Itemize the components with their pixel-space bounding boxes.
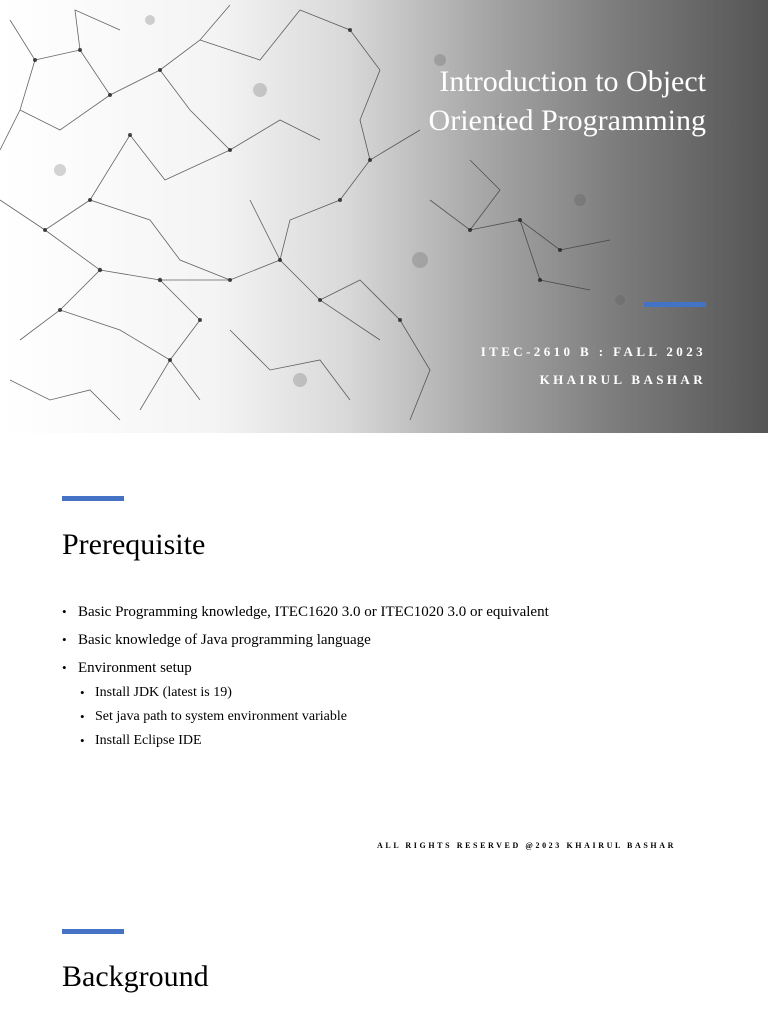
bullet-item: • Basic Programming knowledge, ITEC1620 3.0 or ITEC1020 3.0 or equivalent bbox=[62, 604, 722, 621]
sub-bullet-item: • Install JDK (latest is 19) bbox=[80, 685, 724, 701]
sub-bullet-item: • Install Eclipse IDE bbox=[80, 733, 724, 749]
copyright-footer: ALL RIGHTS RESERVED @2023 KHAIRUL BASHAR bbox=[377, 841, 676, 850]
author-label: KHAIRUL BASHAR bbox=[539, 372, 706, 387]
accent-bar bbox=[62, 929, 124, 934]
prerequisite-slide bbox=[0, 434, 768, 867]
slide-heading: Background bbox=[62, 960, 209, 993]
background-slide bbox=[0, 867, 768, 1024]
presentation-title: Introduction to Object Oriented Programming bbox=[428, 65, 706, 137]
course-label: ITEC-2610 B : FALL 2023 bbox=[480, 344, 706, 359]
slide-heading: Prerequisite bbox=[62, 528, 206, 561]
sub-bullet-list bbox=[78, 685, 722, 749]
bullet-text: Environment setup bbox=[78, 660, 192, 676]
accent-bar bbox=[62, 496, 124, 501]
bullet-item bbox=[62, 660, 722, 749]
subtitle bbox=[376, 338, 706, 394]
title-slide bbox=[0, 0, 768, 433]
sub-bullet-item: • Set java path to system environment variable bbox=[80, 709, 724, 725]
accent-bar bbox=[644, 302, 706, 307]
bullet-item: • Basic knowledge of Java programming language bbox=[62, 632, 722, 649]
bullet-list bbox=[62, 604, 722, 760]
